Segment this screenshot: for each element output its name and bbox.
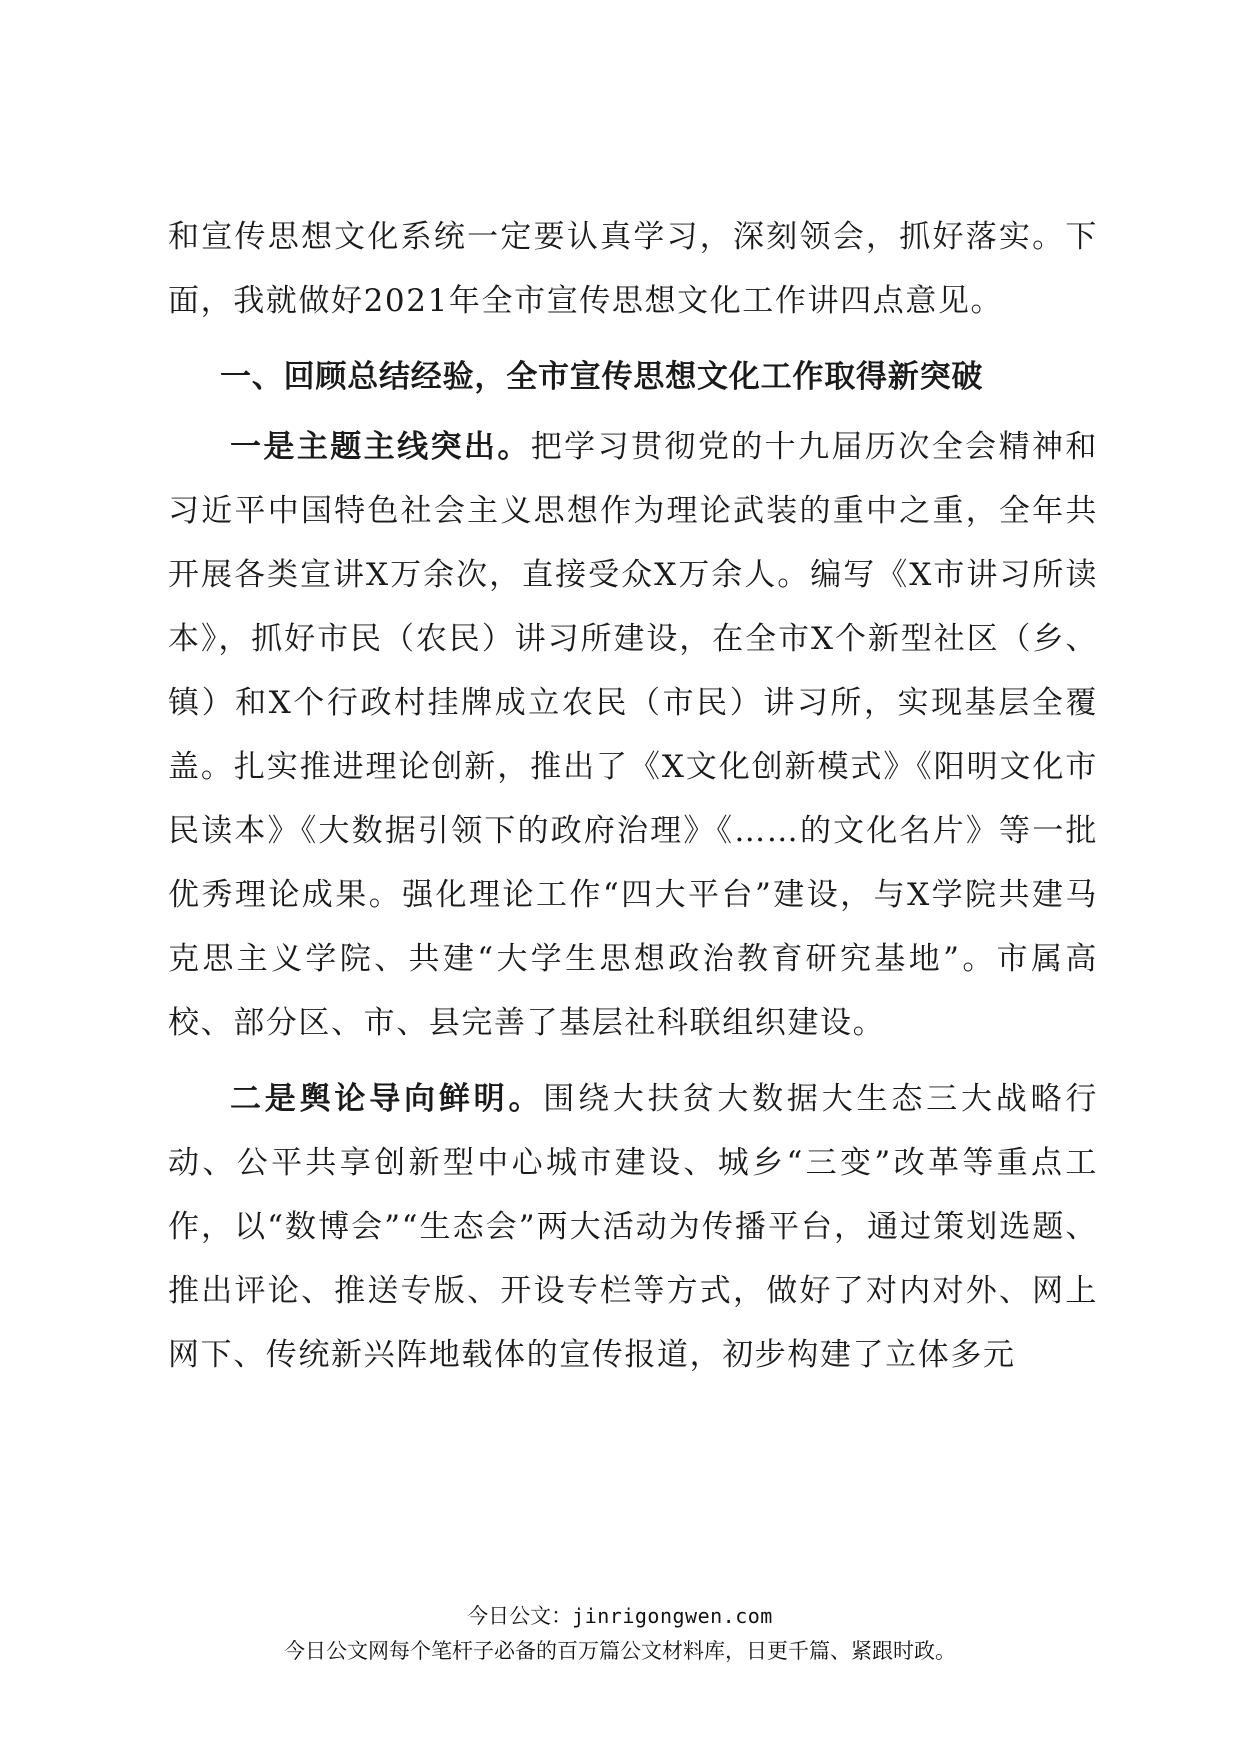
footer-slogan: 今日公文网每个笔杆子必备的百万篇公文材料库，日更千篇、紧跟时政。 <box>284 1639 956 1663</box>
intro-paragraph: 和宣传思想文化系统一定要认真学习，深刻领会，抓好落实。下面，我就做好2021年全市宣传思想文化工作讲四点意见。 <box>168 219 1098 319</box>
item-2-lead: 二是舆论导向鲜明。 <box>230 1081 544 1117</box>
item-1-text: 把学习贯彻党的十九届历次全会精神和习近平中国特色社会主义思想作为理论武装的重中之重，全年共开展各类宣讲X万余次，直接受众X万余人。编写《X市讲习所读本》，抓好市民（农民）讲习所建设，在全市X个新型社区（乡、镇）和X个行政村挂牌成立农民（市民）讲习所，实现基层全覆盖。扎实推进理论创新，推出了《X文化创新模式》《阳明文化市民读本》《大数据引领下的政府治理》《……的文化名片》等一批优秀理论成果。强化理论工作“四大平台”建设，与X学院共建马克思主义学院、共建“大学生思想政治教育研究基地”。市属高校、部分区、市、县完善了基层社科联组织建设。 <box>168 429 1098 1041</box>
paragraph-item-1 <box>168 415 1098 1055</box>
paragraph-item-2 <box>168 1067 1098 1387</box>
item-2-text: 围绕大扶贫大数据大生态三大战略行动、公平共享创新型中心城市建设、城乡“三变”改革等重点工作，以“数博会”“生态会”两大活动为传播平台，通过策划选题、推出评论、推送专版、开设专栏等方式，做好了对内对外、网上网下、传统新兴阵地载体的宣传报道，初步构建了立体多元 <box>168 1081 1098 1373</box>
document-body <box>168 205 1098 1387</box>
section-heading-1: 一、回顾总结经验，全市宣传思想文化工作取得新突破 <box>220 359 984 395</box>
footer-site-label: 今日公文： <box>467 1604 573 1628</box>
footer-site-url[interactable]: jinrigongwen.com <box>572 1604 773 1628</box>
footer-site-line <box>0 1600 1240 1630</box>
item-1-lead: 一是主题主线突出。 <box>230 429 531 465</box>
